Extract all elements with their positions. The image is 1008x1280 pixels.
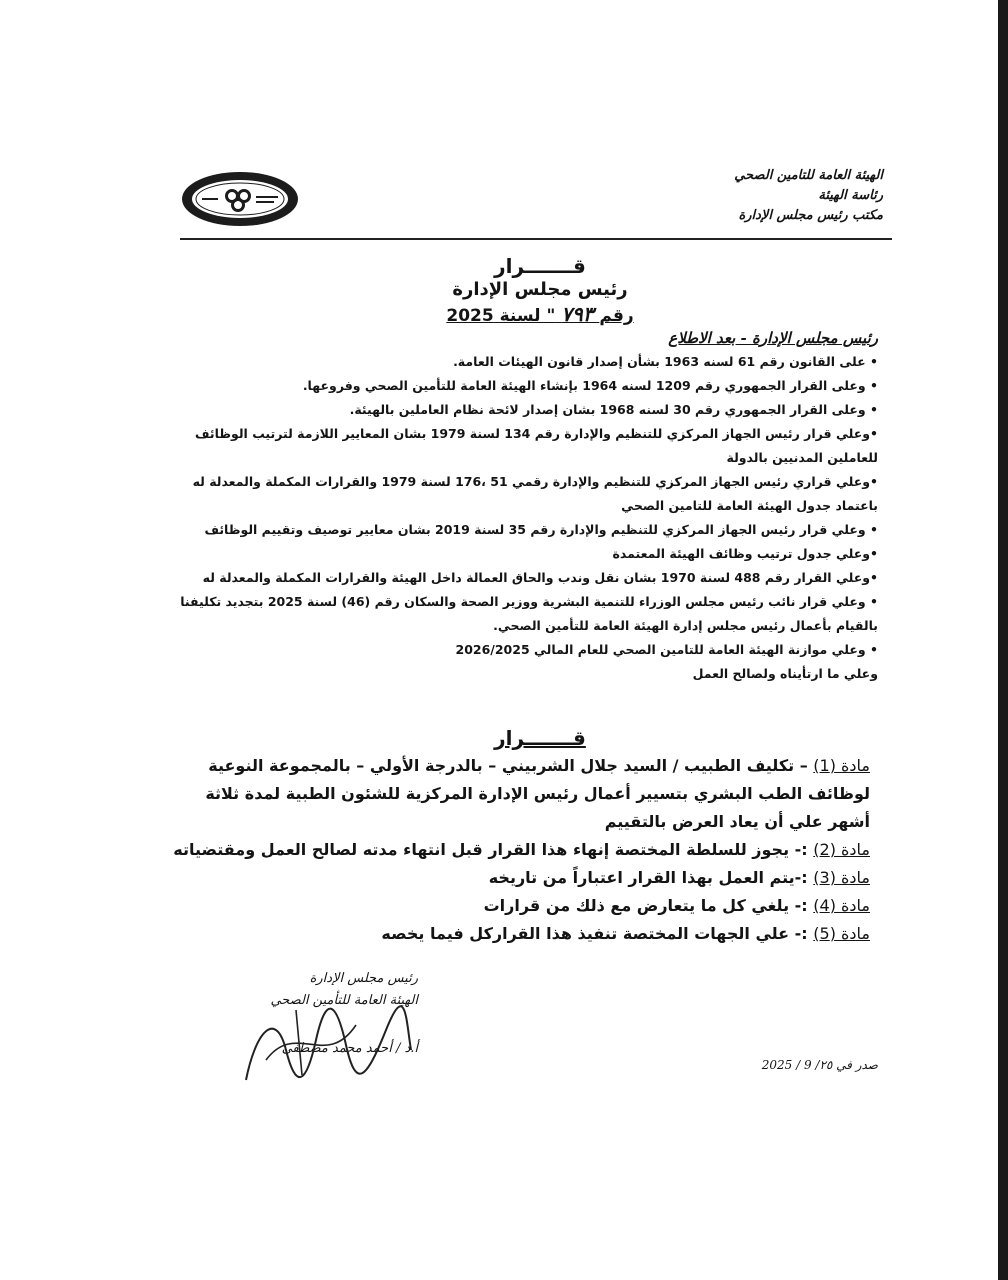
preamble-item: وعلي ما ارتأيناه ولصالح العمل xyxy=(692,666,878,681)
article-text: :- علي الجهات المختصة تنفيذ هذا القراركل فيما يخصه xyxy=(381,924,808,943)
header-divider xyxy=(180,238,892,240)
article-label: مادة (1) xyxy=(813,756,870,775)
decree-heading: قـــــــرار xyxy=(494,254,586,278)
article-text: :- يلغي كل ما يتعارض مع ذلك من قرارات xyxy=(483,896,808,915)
decree-number-prefix: رقم xyxy=(599,306,634,326)
article-2 xyxy=(170,836,870,864)
screen-edge-bar xyxy=(998,0,1008,1280)
decree-issuer: رئيس مجلس الإدارة xyxy=(452,279,628,300)
preamble-item: •وعلي قرار رئيس الجهاز المركزي للتنظيم والإدارة رقم 134 لسنة 1979 بشان المعايير اللازمة لترتيب الوظائف للعاملين المدنيين بالدولة xyxy=(194,426,878,465)
preamble-item: • وعلي قرار نائب رئيس مجلس الوزراء للتنمية البشرية ووزير الصحة والسكان رقم (46) لسنة 2025 بتجديد تكليفنا بالقيام بأعمال رئيس مجلس إدارة الهيئة العامة للتأمين الصحي. xyxy=(180,594,878,633)
issue-label: صدر في xyxy=(836,1058,878,1072)
decree-number xyxy=(380,302,700,328)
article-text: :- يجوز للسلطة المختصة إنهاء هذا القرار قبل انتهاء مدته لصالح العمل ومقتضياته xyxy=(173,840,808,859)
article-3 xyxy=(170,864,870,892)
preamble-item: • وعلي قرار رئيس الجهاز المركزي للتنظيم والإدارة رقم 35 لسنة 2019 بشان معايير توصيف وتقييم الوظائف xyxy=(204,522,878,537)
decree-title-block xyxy=(380,254,700,328)
article-1 xyxy=(170,752,870,836)
article-label: مادة (3) xyxy=(813,868,870,887)
handwritten-signature-icon xyxy=(236,990,416,1090)
article-5 xyxy=(170,920,870,948)
issue-date xyxy=(748,1058,878,1072)
article-text: – تكليف الطبيب / السيد جلال الشربيني – بالدرجة الأولي – بالمجموعة النوعية لوظائف الطب البشري بتسيير أعمال رئيس الإدارة المركزية للشئون الطبية لمدة ثلاثة أشهر علي أن يعاد العرض بالتقييم xyxy=(205,756,870,831)
issue-date-value: ٢٥/ 9 / 2025 xyxy=(761,1058,833,1072)
preamble xyxy=(170,326,878,686)
article-4 xyxy=(170,892,870,920)
preamble-intro: رئيس مجلس الإدارة - بعد الاطلاع xyxy=(668,329,878,347)
signatory-org: الهيئة العامة للتأمين الصحي xyxy=(270,993,418,1008)
preamble-item: •وعلي القرار رقم 488 لسنة 1970 بشان نقل وندب والحاق العمالة داخل الهيئة والقرارات المكملة والمعدلة له xyxy=(202,570,878,585)
preamble-item: • وعلى القرار الجمهوري رقم 30 لسنه 1968 بشان إصدار لائحة نظام العاملين بالهيئة. xyxy=(349,402,878,417)
article-label: مادة (5) xyxy=(813,924,870,943)
decision-articles xyxy=(170,752,870,948)
authority-logo-icon xyxy=(180,170,300,228)
preamble-item: • وعلي موازنة الهيئة العامة للتامين الصحي للعام المالي 2026/2025 xyxy=(455,642,878,657)
org-header xyxy=(583,166,883,226)
article-label: مادة (2) xyxy=(813,840,870,859)
preamble-item: •وعلي جدول ترتيب وظائف الهيئة المعتمدة xyxy=(612,546,878,561)
preamble-item: • وعلى القرار الجمهوري رقم 1209 لسنه 1964 بإنشاء الهيئة العامة للتأمين الصحي وفروعها. xyxy=(302,378,878,393)
org-presidency: رئاسة الهيئة xyxy=(818,188,883,203)
decree-number-value: ٧٩٣ xyxy=(561,302,594,326)
decision-heading: قـــــــرار xyxy=(494,726,586,750)
decree-number-suffix: " لسنة 2025 xyxy=(446,306,556,326)
article-label: مادة (4) xyxy=(813,896,870,915)
article-text: :-يتم العمل بهذا القرار اعتباراً من تاريخه xyxy=(488,868,808,887)
signatory-title: رئيس مجلس الإدارة xyxy=(309,971,418,986)
signatory-name: أ.د / أحمد محمد مصطفى xyxy=(281,1041,418,1056)
preamble-item: •وعلي قراري رئيس الجهاز المركزي للتنظيم والإدارة رقمي 51 ،176 لسنة 1979 والقرارات المكملة والمعدلة له باعتماد جدول الهيئة العامة للتامين الصحي xyxy=(192,474,878,513)
preamble-item: • على القانون رقم 61 لسنه 1963 بشأن إصدار قانون الهيئات العامة. xyxy=(453,354,878,369)
org-name: الهيئة العامة للتامين الصحي xyxy=(734,168,883,183)
org-office: مكتب رئيس مجلس الإدارة xyxy=(738,208,883,223)
